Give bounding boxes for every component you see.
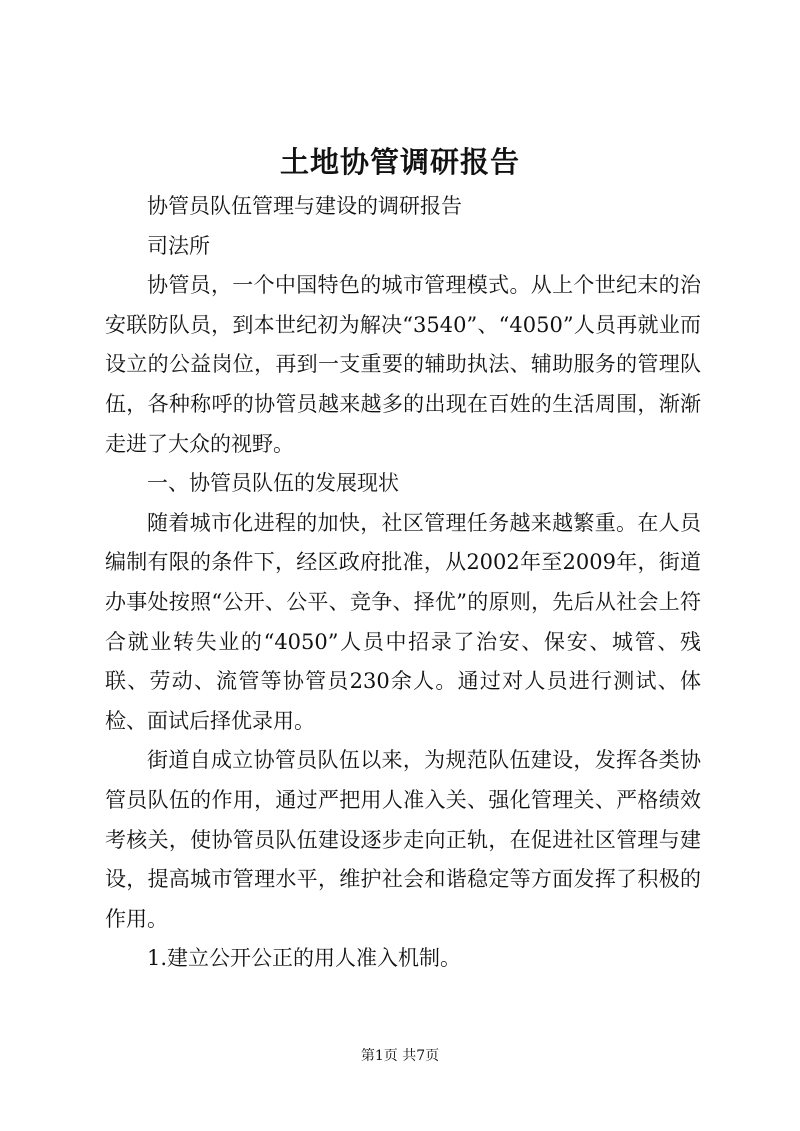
document-title: 土地协管调研报告 — [279, 145, 520, 179]
page-footer: 第1页 共7页 — [360, 1048, 440, 1064]
author-paragraph: 司法所 — [147, 233, 210, 258]
body-paragraph: 街道自成立协管员队伍以来，为规范队伍建设，发挥各类协管员队伍的作用，通过严把用人准入关、强化管理关、严格绩效考核关，使协管员队伍建设逐步走向正轨，在促进社区管理与建设，提高城市管理水平，维护社会和谐稳定等方面发挥了积极的作用。 — [105, 748, 701, 931]
subsection-heading-1: 1.建立公开公正的用人准入机制。 — [147, 946, 462, 971]
document-body — [105, 187, 701, 979]
body-paragraph: 随着城市化进程的加快，社区管理任务越来越繁重。在人员编制有限的条件下，经区政府批准，从2002年至2009年，街道办事处按照“公开、公平、竞争、择优”的原则，先后从社会上符合就业转失业的“4050”人员中招录了治安、保安、城管、残联、劳动、流管等协管员230余人。通过对人员进行测试、体检、面试后择优录用。 — [105, 510, 701, 733]
section-heading-1: 一、协管员队伍的发展现状 — [147, 471, 399, 496]
intro-paragraph: 协管员，一个中国特色的城市管理模式。从上个世纪末的治安联防队员，到本世纪初为解决“3540”、“4050”人员再就业而设立的公益岗位，再到一支重要的辅助执法、辅助服务的管理队伍，各种称呼的协管员越来越多的出现在百姓的生活周围，渐渐走进了大众的视野。 — [105, 273, 701, 456]
subtitle-paragraph: 协管员队伍管理与建设的调研报告 — [147, 194, 462, 218]
